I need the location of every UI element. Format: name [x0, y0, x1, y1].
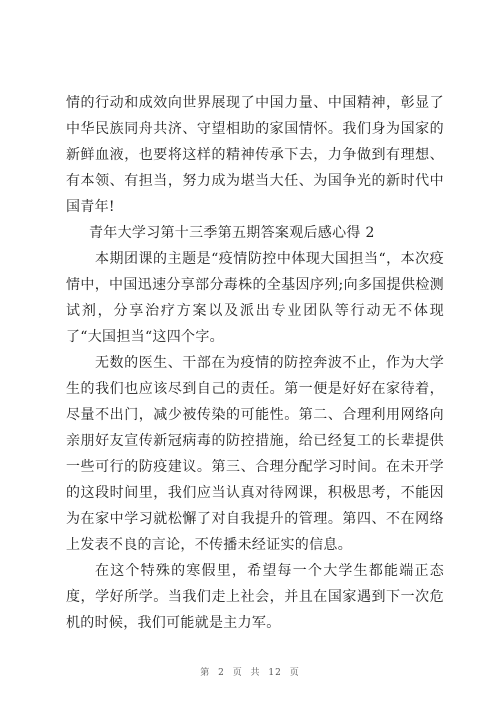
section-title: 青年大学习第十三季第五期答案观后感心得 2 — [89, 225, 375, 241]
paragraph-topic: 本期团课的主题是“疫情防控中体现大国担当“，本次疫情中，中国迅速分享部分毒株的全基因序列;向多国提供检测试剂，分享治疗方案以及派出专业团队等行动无不体现了“大国担当“这四个字。 — [66, 251, 444, 345]
paragraph-conclusion: 在这个特殊的寒假里，希望每一个大学生都能端正态度，学好所学。当我们走上社会，并且在国家遇到下一次危机的时候，我们可能就是主力军。 — [66, 563, 444, 631]
document-body — [66, 90, 444, 636]
paragraph-continuation: 情的行动和成效向世界展现了中国力量、中国精神，彰显了中华民族同舟共济、守望相助的家国情怀。我们身为国家的新鲜血液，也要将这样的精神传承下去，力争做到有理想、有本领、有担当，努力成为堪当大任、为国争光的新时代中国青年! — [66, 95, 444, 215]
page-number-footer: 第 2 页 共 12 页 — [200, 668, 300, 678]
paragraph-responsibility: 无数的医生、干部在为疫情的防控奔波不止，作为大学生的我们也应该尽到自己的责任。第一便是好好在家待着，尽量不出门，减少被传染的可能性。第二、合理利用网络向亲朋好友宣传新冠病毒的防控措施，给已经复工的长辈提供一些可行的防疫建议。第三、合理分配学习时间。在未开学的这段时间里，我们应当认真对待网课，积极思考，不能因为在家中学习就松懈了对自我提升的管理。第四、不在网络上发表不良的言论，不传播未经证实的信息。 — [66, 355, 444, 553]
